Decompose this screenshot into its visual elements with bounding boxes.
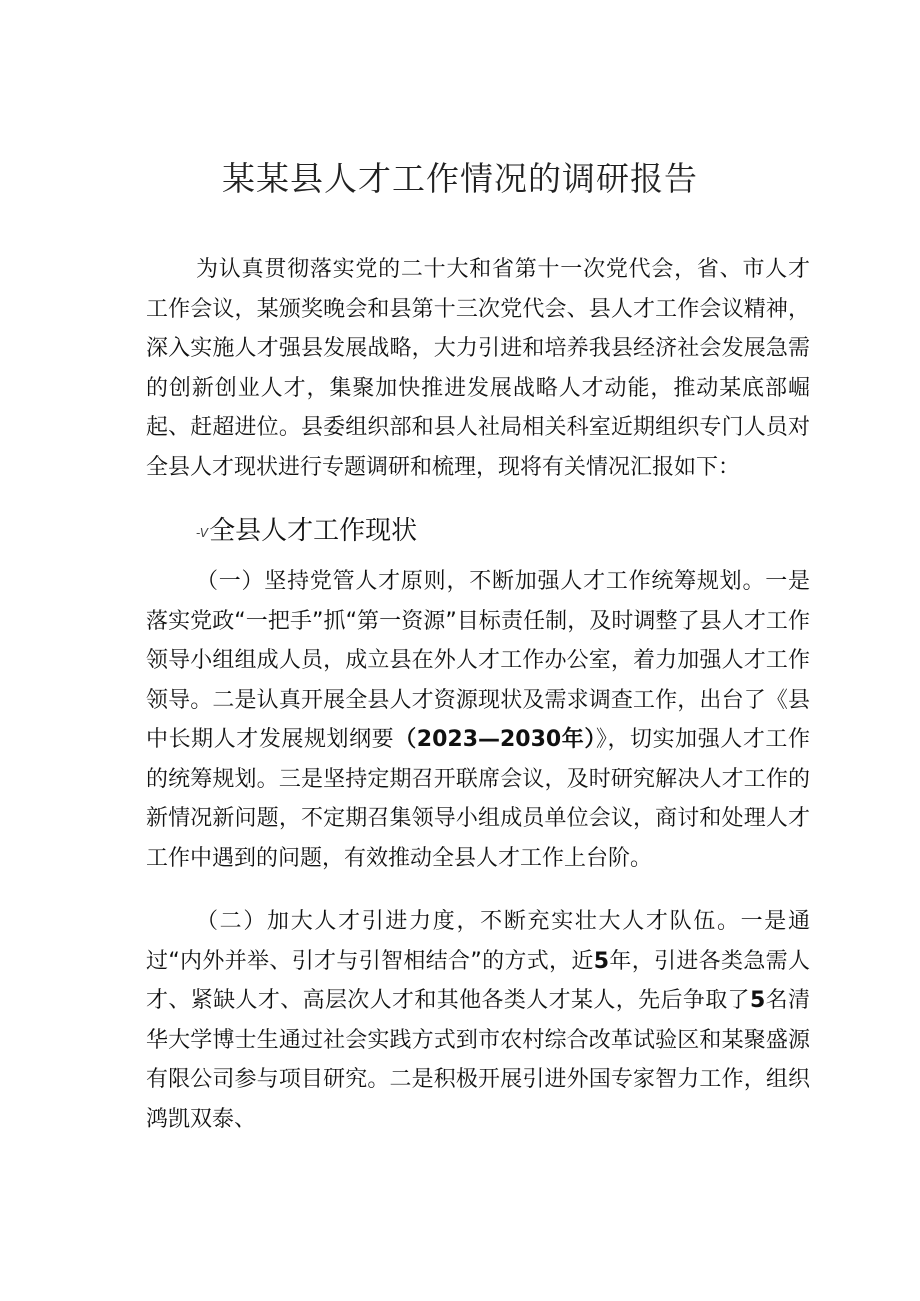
document-title: 某某县人才工作情况的调研报告 bbox=[222, 159, 698, 198]
section2-text-part2: 年，引进各类急需人才、紧缺人才、高层次人才和其他各类人才某人，先后争取了 bbox=[146, 948, 810, 1013]
section1-text-before: （一）坚持党管人才原则，不断加强人才工作统筹规划。一是落实党政“一把手”抓“第一资源”目标责任制，及时调整了县人才工作领导小组组成人员，成立县在外人才工作办公室，着力加强人才工作领导。二是认真开展全县人才资源现状及需求调查工作，出台了《县中长期人才发展规划纲要 bbox=[146, 569, 810, 752]
section-heading bbox=[196, 510, 417, 547]
section1-text-after: 》，切实加强人才工作的统筹规划。三是坚持定期召开联席会议，及时研究解决人才工作的新情况新问题，不定期召集领导小组成员单位会议，商讨和处理人才工作中遇到的问题，有效推动全县人才工作上台阶。 bbox=[146, 727, 810, 871]
section2-number-phd: 5 bbox=[749, 988, 766, 1013]
section-heading-text: 全县人才工作现状 bbox=[209, 516, 418, 546]
section2-text-part1: （二）加大人才引进力度，不断充实壮大人才队伍。一是通过“内外并举、引才与引智相结合”的方式，近 bbox=[146, 909, 810, 974]
section2-text-part3: 名清华大学博士生通过社会实践方式到市农村综合改革试验区和某聚盛源有限公司参与项目研究。二是积极开展引进外国专家智力工作，组织鸿凯双泰、 bbox=[146, 988, 810, 1132]
intro-paragraph: 为认真贯彻落实党的二十大和省第十一次党代会，省、市人才工作会议，某颁奖晚会和县第十三次党代会、县人才工作会议精神，深入实施人才强县发展战略，大力引进和培养我县经济社会发展急需的创新创业人才，集聚加快推进发展战略人才动能，推动某底部崛起、赶超进位。县委组织部和县人社局相关科室近期组织专门人员对全县人才现状进行专题调研和梳理，现将有关情况汇报如下： bbox=[146, 257, 810, 480]
section1-paragraph bbox=[146, 562, 810, 878]
section2-paragraph bbox=[146, 902, 810, 1139]
section1-years: （2023—2030年） bbox=[394, 727, 596, 752]
section-heading-marker: -V bbox=[196, 526, 209, 540]
section2-number-years: 5 bbox=[593, 948, 610, 974]
